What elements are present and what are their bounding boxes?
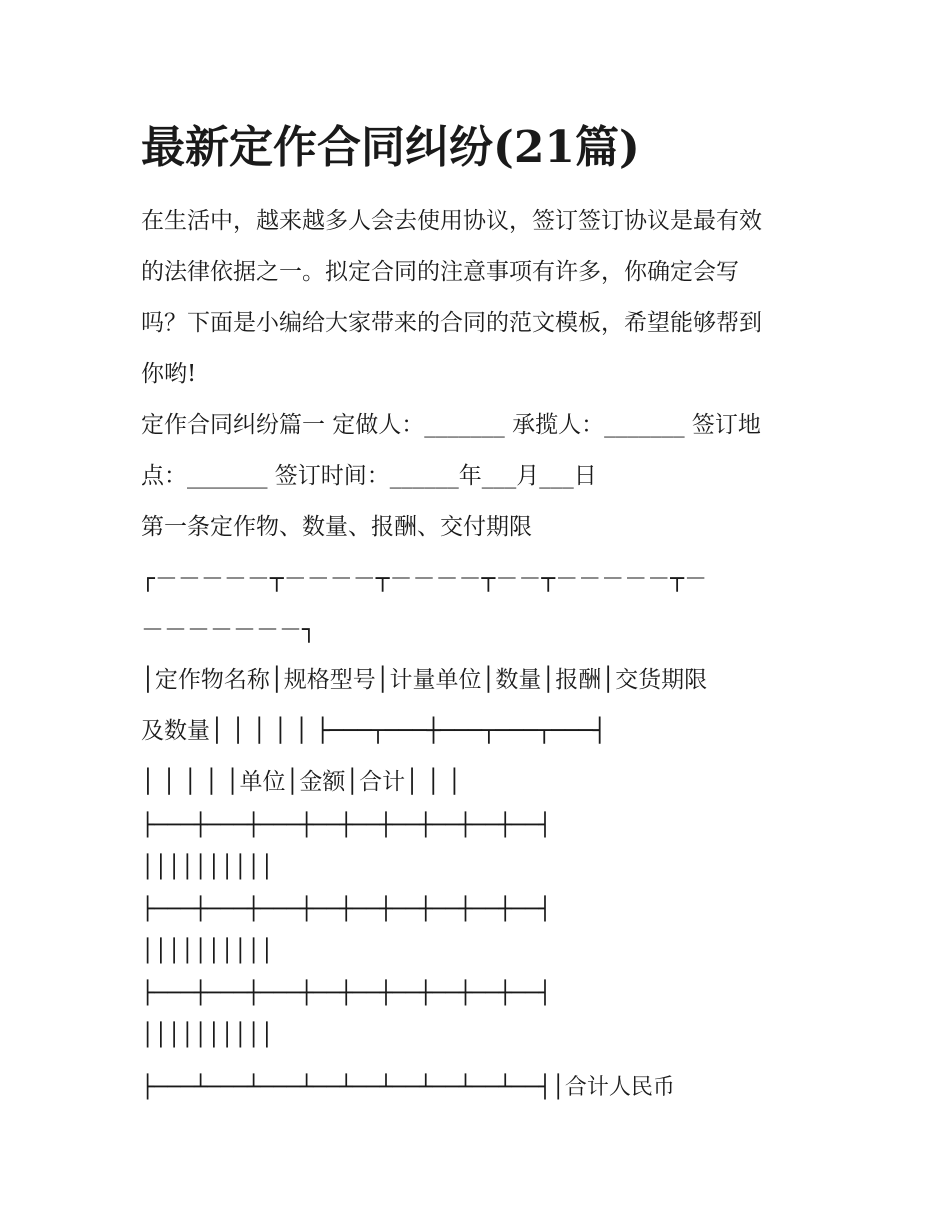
table-row-divider: ├───┼───┼───┼──┼──┼──┼──┼──┼──┤ — [141, 981, 552, 1006]
contract-date-line: 点：_______ 签订时间：______年___月___日 — [141, 463, 597, 489]
table-subheader-row: │ │ │ │ │单位│金额│合计│ │ │ — [141, 769, 462, 795]
table-top-border-cont: －－－－－－－┐ — [141, 617, 316, 643]
table-row: ││││││││││ — [141, 855, 274, 880]
table-top-border: ┌－－－－－┬－－－－┬－－－－┬－－┬－－－－－┬－ — [141, 566, 708, 592]
table-row-divider: ├───┼───┼───┼──┼──┼──┼──┼──┼──┤ — [141, 813, 552, 838]
table-row: ││││││││││ — [141, 1023, 274, 1048]
intro-line-2: 的法律依据之一。拟定合同的注意事项有许多，你确定会写 — [141, 259, 739, 285]
intro-line-1: 在生活中，越来越多人会去使用协议，签订签订协议是最有效 — [141, 208, 762, 234]
document-title: 最新定作合同纠纷(21篇) — [141, 122, 640, 173]
table-total-row: ├───┴───┴───┴──┴──┴──┴──┴──┴──┤│合计人民币 — [141, 1075, 675, 1100]
contract-parties-line: 定作合同纠纷篇一 定做人：_______ 承揽人：_______ 签订地 — [141, 412, 761, 438]
table-header-row-cont: 及数量│ │ │ │ │ ├───┬───┼───┬───┬───┤ — [141, 718, 607, 744]
table-row: ││││││││││ — [141, 939, 274, 964]
table-header-row: │定作物名称│规格型号│计量单位│数量│报酬│交货期限 — [141, 667, 708, 693]
intro-line-4: 你哟! — [141, 361, 197, 387]
intro-line-3: 吗？下面是小编给大家带来的合同的范文模板，希望能够帮到 — [141, 310, 762, 336]
article-1-heading: 第一条定作物、数量、报酬、交付期限 — [141, 514, 532, 540]
table-row-divider: ├───┼───┼───┼──┼──┼──┼──┼──┼──┤ — [141, 897, 552, 922]
